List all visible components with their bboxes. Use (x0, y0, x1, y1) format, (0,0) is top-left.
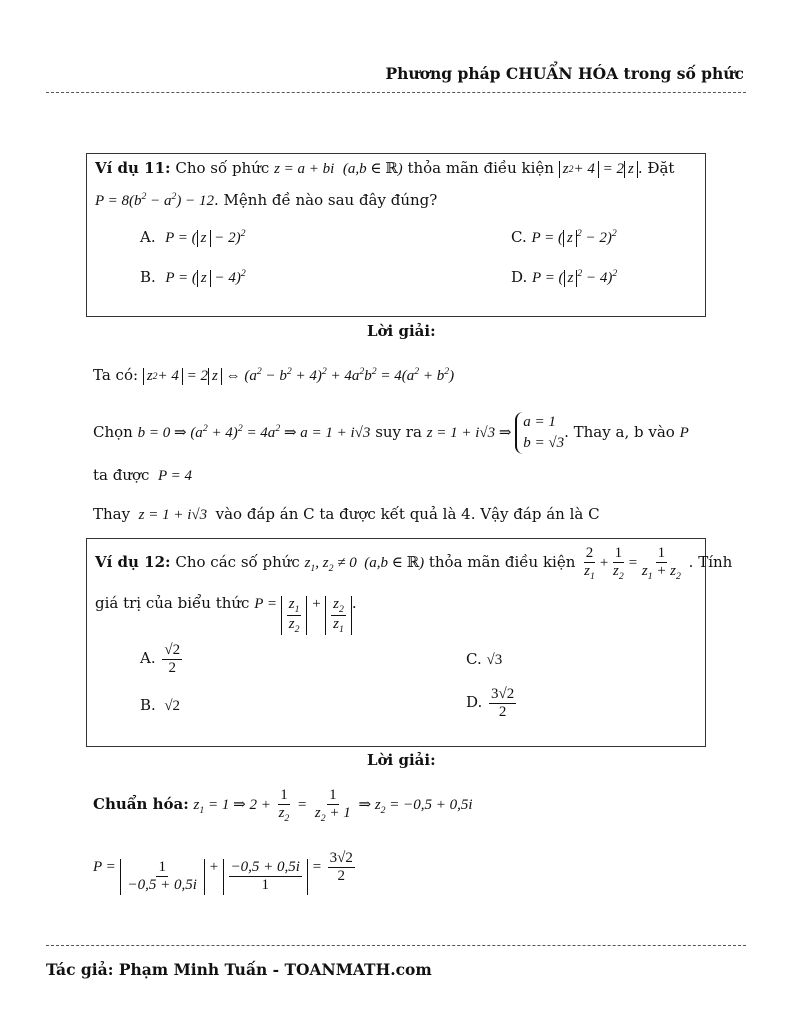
example-11-option-c: C. P = ( z $^2$ − 2)$^2$ (511, 228, 617, 246)
example-11-option-a: A. P = ( z − 2)$^2$ (140, 228, 246, 246)
solution-11-title: Lời giải: (367, 322, 436, 340)
example-11-option-d: D. P = ( z $^2$ − 4)$^2$ (511, 268, 618, 286)
solution-12-line1: Chuẩn hóa: $z_1 = 1$ ⇒ 2 + $\frac{1}{z_2}$ = $\frac{1}{z_2 + 1}$ ⇒ $z_2 = -0,5 + 0,5i$ (93, 787, 473, 825)
footer-author: Tác giả: Phạm Minh Tuấn - TOANMATH.com (46, 960, 432, 979)
solution-11-line2: Chọn b = 0 ⇒ $(a^2 + 4)^2 = 4a^2$ ⇒ a = 1 + i√3 suy ra z = 1 + i√3 ⇒ a = 1 b = √3 . Thay a, b vào P (93, 412, 689, 454)
footer-divider (46, 945, 746, 946)
example-12-statement-line1: Ví dụ 12: Cho các số phức $z_1$, $z_2 \ne 0$ (a,b ∈ ℝ) thỏa mãn điều kiện $\frac{2}{z_1}$ + $\frac{1}{z_2}$ = $\frac{1}{z_1 + z_2}$ . Tính (95, 545, 733, 583)
example-11-statement-line1: Ví dụ 11: Cho số phức z = a + bi (a,b ∈ ℝ) thỏa mãn điều kiện z 2 + 4 = 2 z . Đặt (95, 159, 675, 177)
example-12-option-c: C. √3 (466, 650, 503, 668)
solution-11-line3: ta được P = 4 (93, 466, 192, 484)
solution-12-title: Lời giải: (367, 751, 436, 769)
solution-11-line4: Thay z = 1 + i√3 vào đáp án C ta được kết quả là 4. Vậy đáp án là C (93, 505, 600, 523)
header-divider (46, 92, 746, 93)
example-12-statement-line2: giá trị của biểu thức P = $\frac{z_1}{z_2}$ + $\frac{z_2}{z_1}$ . (95, 594, 357, 636)
example-12-option-b: B. √2 (140, 696, 181, 714)
example-12-option-a: A. $\frac{√2}{2}$ (140, 642, 181, 677)
example-11-option-b: B. P = ( z − 4)$^2$ (140, 268, 246, 286)
example-11-statement-line2: $P = 8(b^2 - a^2) - 12$. Mệnh đề nào sau đây đúng? (95, 191, 438, 209)
solution-12-line2: P = $\frac{1}{-0,5 + 0,5i}$ + $\frac{-0,5 + 0,5i}{1}$ = $\frac{3√2}{2}$ (93, 850, 353, 894)
example-11-label: Ví dụ 11: (95, 159, 171, 177)
example-12-label: Ví dụ 12: (95, 553, 171, 572)
page-header-title: Phương pháp CHUẨN HÓA trong số phức (385, 64, 744, 83)
solution-11-line1: Ta có: z 2 + 4 = 2 z ⇔ $(a^2 - b^2 + 4)^2 + 4a^2b^2 = 4(a^2 + b^2)$ (93, 366, 455, 384)
example-12-option-d: D. $\frac{3√2}{2}$ (466, 686, 515, 721)
